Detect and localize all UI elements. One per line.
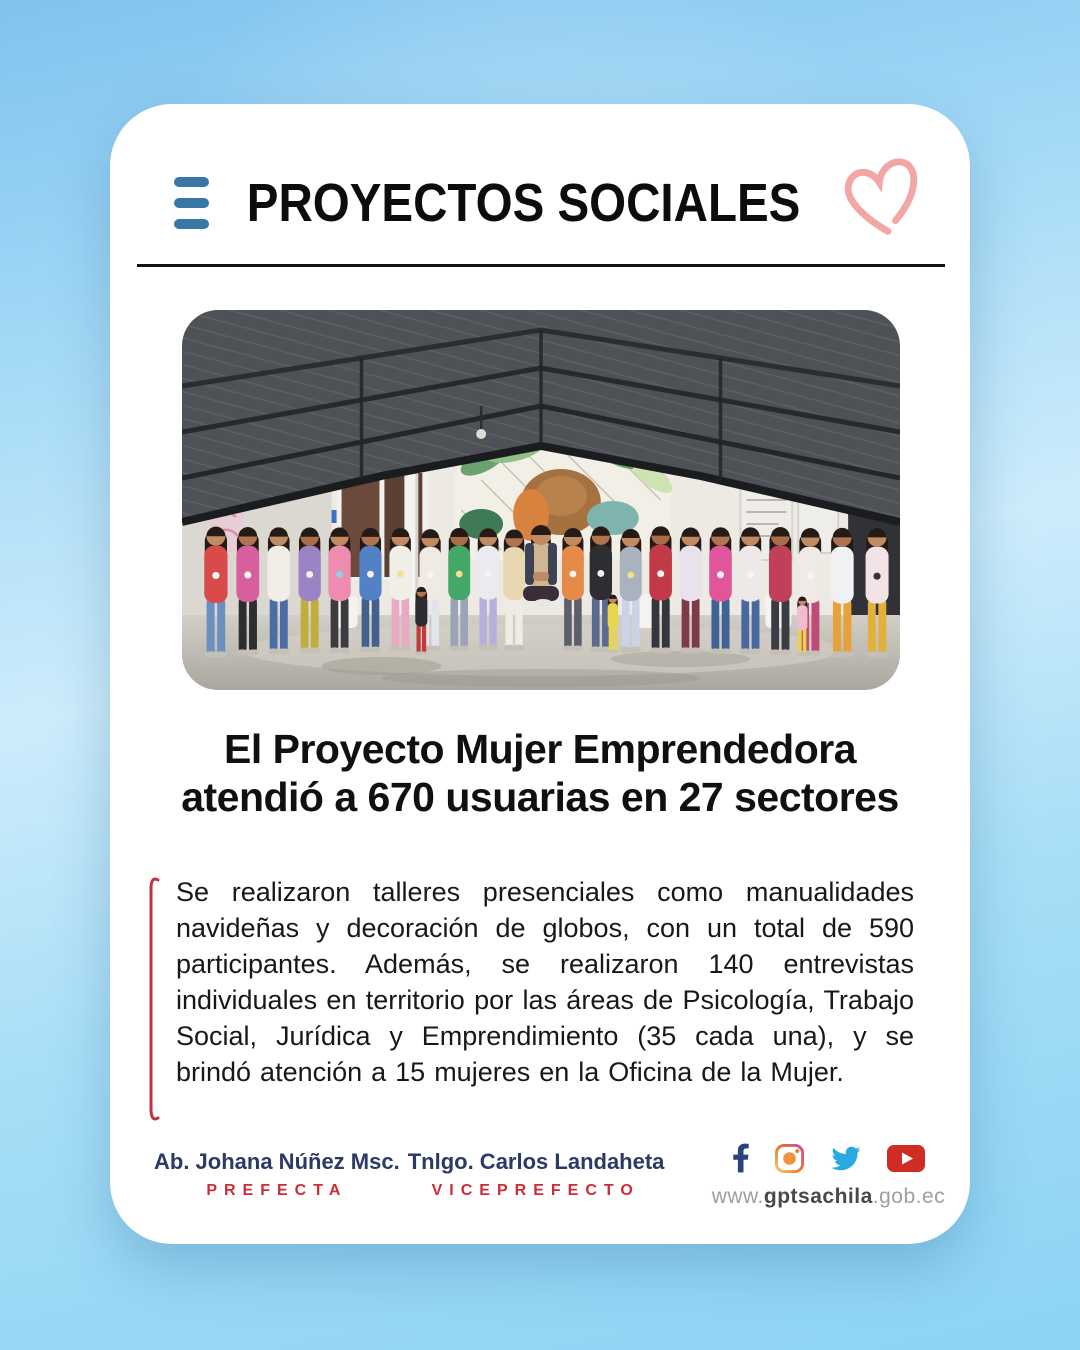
article-body-text: Se realizaron talleres presenciales como manualidades navideñas y decoración de globos, con un total de 590 participantes. Además, se realizaron 140 entrevistas individuales en territorio por las áreas de Psicología, Trabajo Social, Jurídica y Emprendimiento (35 cada una), y se brindó atención a 15 mujeres en la Oficina de la Mujer. (176, 877, 914, 1087)
group-photo (182, 310, 900, 690)
instagram-icon[interactable] (774, 1143, 805, 1174)
heart-outline-icon (838, 151, 930, 255)
official-role: VICEPREFECTO (431, 1182, 640, 1199)
official-role: PREFECTA (206, 1182, 348, 1199)
post-card (110, 104, 970, 1244)
post-header (174, 148, 930, 258)
social-block (712, 1140, 945, 1209)
official-name: Tnlgo. Carlos Landaheta (407, 1149, 665, 1174)
header-divider (137, 264, 945, 267)
hamburger-icon[interactable] (174, 177, 209, 229)
twitter-icon[interactable] (829, 1144, 863, 1173)
official-prefecta (154, 1149, 400, 1200)
official-name: Ab. Johana Núñez Msc. (154, 1149, 400, 1174)
page-title: PROYECTOS SOCIALES (246, 173, 801, 233)
website-link[interactable]: www.gptsachila.gob.ec (711, 1185, 946, 1208)
article-headline: El Proyecto Mujer Emprendedora atendió a 670 usuarias en 27 sectores (181, 726, 899, 820)
article-body-block (146, 874, 914, 1126)
youtube-icon[interactable] (887, 1145, 925, 1172)
official-viceprefecto (408, 1149, 664, 1200)
facebook-icon[interactable] (732, 1142, 750, 1174)
post-footer (154, 1140, 946, 1209)
red-rule-decoration (146, 874, 164, 1126)
